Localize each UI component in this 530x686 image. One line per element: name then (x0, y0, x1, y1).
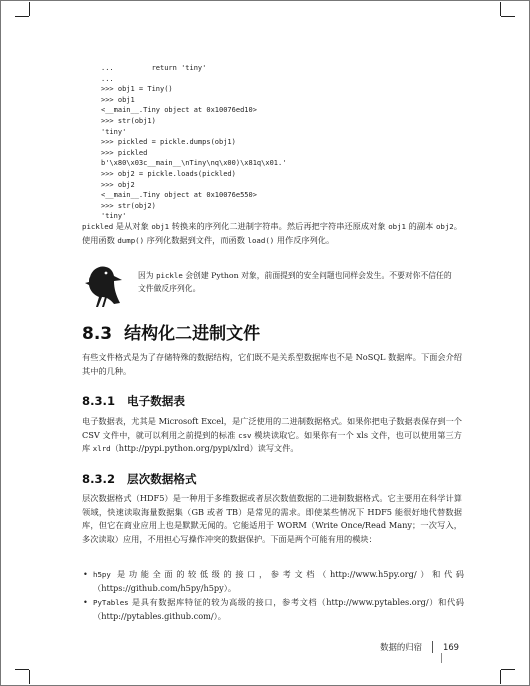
crow-icon (84, 263, 126, 309)
crop-mark (29, 2, 30, 16)
crop-mark (500, 670, 501, 684)
footer-divider (432, 641, 433, 653)
code-line: ... return 'tiny' (101, 64, 207, 72)
crop-mark (501, 16, 515, 17)
spreadsheet-paragraph: 电子数据表，尤其是 Microsoft Excel，是广泛使用的二进制数据格式。如果你把电子数据表保存到一个 CSV 文件中，就可以利用之前提到的标准 csv 模块读取它。如果你有一个 xls 文件，也可以使用第三方库 xlrd（http://pypi.python.org/pypi/xlrd）读写文件。 (82, 416, 462, 454)
page-footer (380, 640, 459, 654)
page-number: 169 (443, 642, 459, 652)
bullet-icon: • (83, 569, 88, 579)
section-heading-8-3-1: 8.3.1 电子数据表 (82, 394, 185, 408)
code-line: <__main__.Tiny object at 0x10076ed10> (101, 106, 257, 115)
crop-mark (15, 16, 29, 17)
code-line: ... (101, 74, 114, 83)
section-heading-8-3-2: 8.3.2 层次数据格式 (82, 472, 197, 486)
code-line: 'tiny' (101, 212, 127, 221)
pickle-explanation: pickled 是从对象 obj1 转换来的序列化二进制字符串。然后再把字符串还原成对象 obj1 的副本 obj2。使用函数 dump() 序列化数据到文件，而函数 load() 用作反序列化。 (82, 221, 462, 245)
code-line: >>> obj1 = Tiny() (101, 85, 173, 94)
code-line: >>> obj1 (101, 95, 135, 104)
code-listing (101, 63, 286, 222)
crop-mark (501, 669, 515, 670)
code-line: >>> str(obj1) (101, 116, 156, 125)
list-item: • PyTables 是具有数据库特征的较为高级的接口，参考文档（http://www.pytables.org/）和代码（http://pytables.github.com/）。 (83, 597, 464, 621)
code-line: b'\x80\x03c__main__\nTiny\nq\x00)\x81q\x01.' (101, 159, 287, 168)
code-line: 'tiny' (101, 127, 127, 136)
code-line: >>> str(obj2) (101, 201, 156, 210)
bullet-icon: • (83, 597, 88, 608)
list-item: • h5py 是功能全面的较低级的接口，参考文档（http://www.h5py.org/）和代码（https://github.com/h5py/h5py）。 (83, 569, 464, 593)
crop-mark (29, 670, 30, 684)
crop-mark (500, 2, 501, 16)
warning-note (84, 263, 464, 313)
crop-mark (15, 669, 29, 670)
code-line: >>> pickled = pickle.dumps(obj1) (101, 138, 236, 147)
code-line: <__main__.Tiny object at 0x10076e550> (101, 191, 257, 200)
code-line: >>> obj2 = pickle.loads(pickled) (101, 169, 236, 178)
hdf5-paragraph: 层次数据格式（HDF5）是一种用于多维数据或者层次数值数据的二进制数据格式。它主要用在科学计算领域，快速读取海量数据集（GB 或者 TB）是常见的需求。即使某些情况下 HDF5 能很好地代替数据库，但它在商业应用上也是默默无闻的。它能适用于 WORM（Write Once/Read Many；一次写入，多次读取）应用，不用担心写操作冲突的数据保护。下面是两个可能有用的模块： (82, 493, 462, 544)
code-line: >>> obj2 (101, 180, 135, 189)
footer-rule (441, 653, 442, 663)
footer-chapter-title: 数据的归宿 (380, 642, 422, 652)
section-heading-8-3: 8.3 结构化二进制文件 (82, 324, 261, 344)
section-8-3-intro: 有些文件格式是为了存储特殊的数据结构，它们既不是关系型数据库也不是 NoSQL 数据库。下面会介绍其中的几种。 (82, 352, 462, 376)
module-list (82, 568, 464, 624)
code-line: >>> pickled (101, 148, 148, 157)
note-text: 因为 pickle 会创建 Python 对象，前面提到的安全问题也同样会发生。不要对你不信任的文件做反序列化。 (138, 271, 452, 294)
